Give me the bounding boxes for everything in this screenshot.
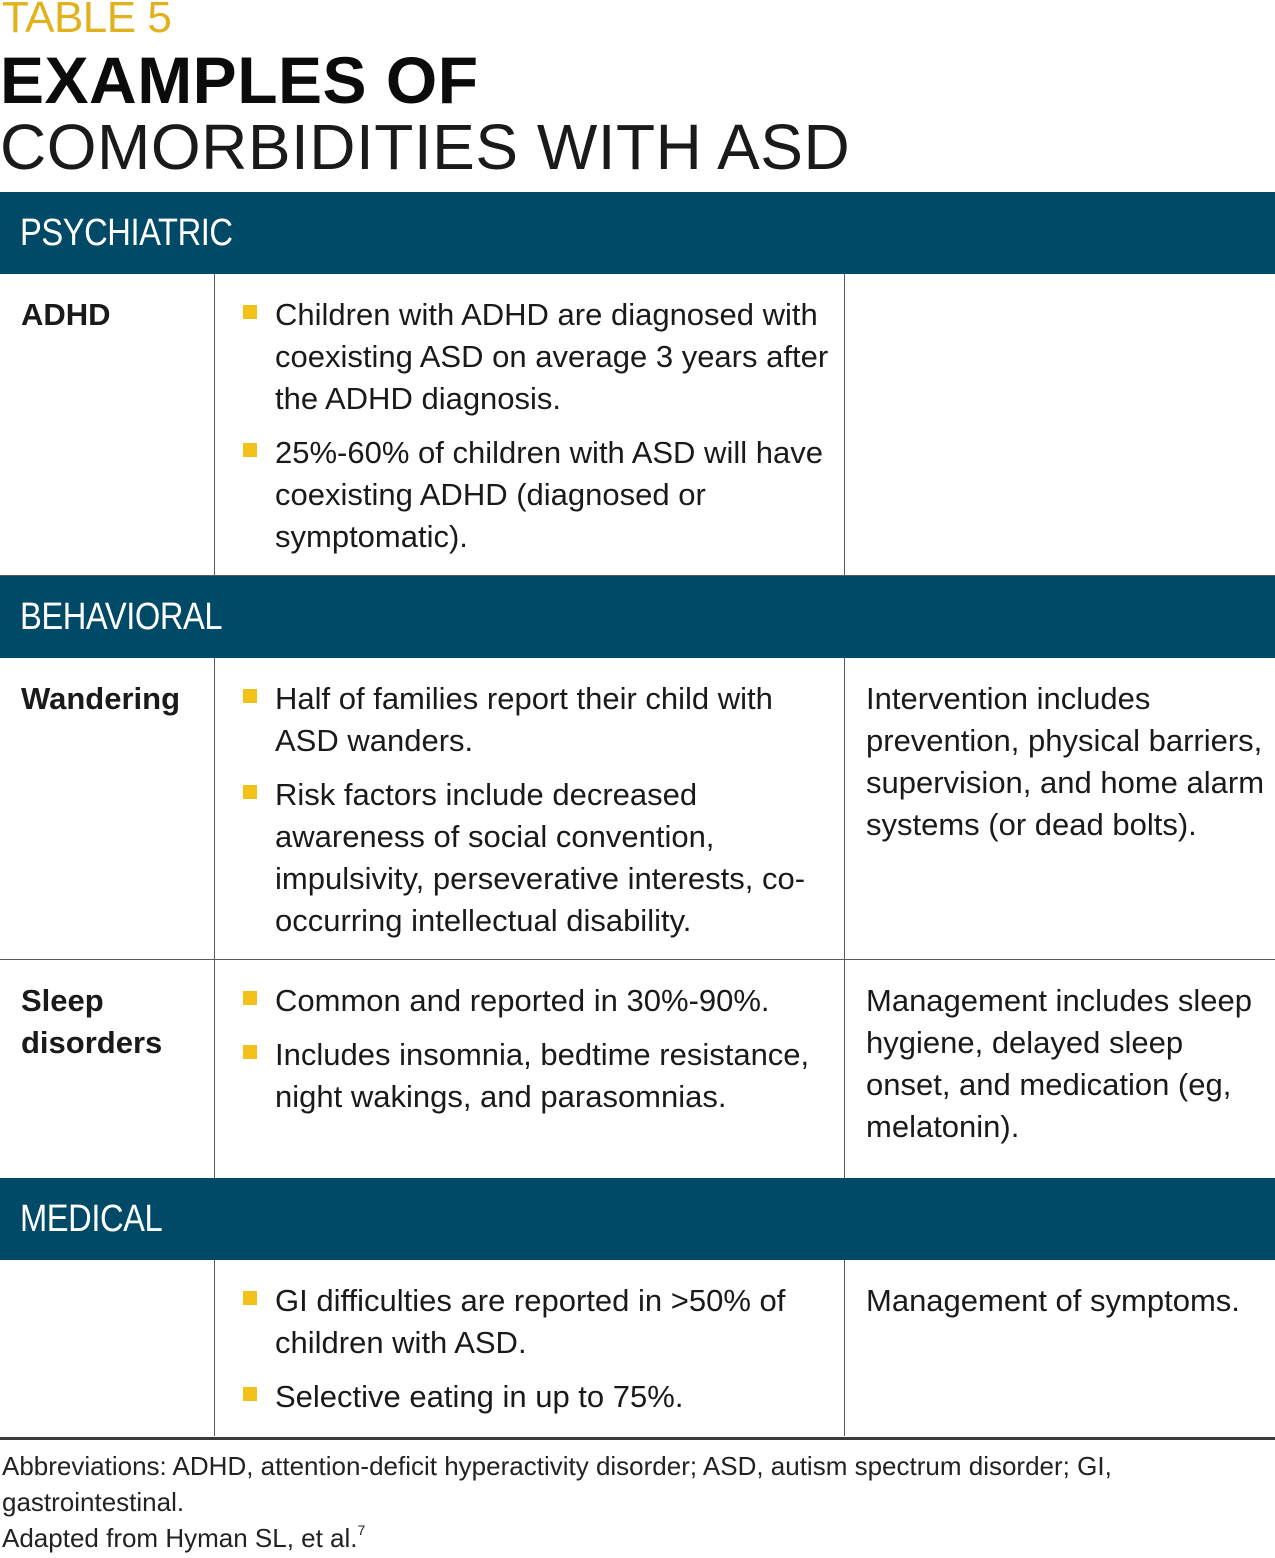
bullet-square-icon (243, 305, 257, 319)
section-header-medical (0, 1178, 1275, 1260)
table-title-line1: EXAMPLES OF (0, 43, 479, 117)
source-note (2, 1520, 1252, 1556)
condition-cell: Sleep disorders (0, 960, 215, 1178)
section-title: BEHAVIORAL (20, 595, 223, 638)
bullet-square-icon (243, 689, 257, 703)
bullet-text: Half of families report their child with ASD wanders. (275, 681, 773, 758)
details-cell (215, 960, 845, 1178)
table-footnote (2, 1448, 1252, 1556)
bullet-text: Common and reported in 30%-90%. (275, 983, 770, 1018)
bullet-square-icon (243, 1045, 257, 1059)
bullet-text: Risk factors include decreased awareness of social convention, impulsivity, perseverative interests, co-occurring intellectual disability. (275, 777, 806, 938)
table-row (0, 658, 1275, 960)
source-text: Adapted from Hyman SL, et al. (2, 1523, 358, 1553)
bullet-square-icon (243, 1291, 257, 1305)
note-cell (845, 274, 1275, 575)
bullet-text: Selective eating in up to 75%. (275, 1379, 684, 1414)
bullet-item (243, 774, 834, 942)
source-reference: 7 (357, 1522, 366, 1538)
section-header-behavioral (0, 576, 1275, 658)
bullet-square-icon (243, 443, 257, 457)
table-row (0, 960, 1275, 1178)
table-number: TABLE 5 (2, 0, 172, 42)
table-title-line2: COMORBIDITIES WITH ASD (0, 111, 851, 183)
bullet-text: Includes insomnia, bedtime resistance, night wakings, and parasomnias. (275, 1037, 810, 1114)
bullet-text: GI difficulties are reported in >50% of children with ASD. (275, 1283, 786, 1360)
section-title: MEDICAL (20, 1197, 163, 1240)
note-cell: Management of symptoms. (866, 1283, 1240, 1318)
bullet-item (243, 980, 834, 1022)
note-cell: Intervention includes prevention, physical barriers, supervision, and home alarm systems (or dead bolts). (866, 681, 1265, 842)
details-cell (215, 658, 845, 959)
note-cell: Management includes sleep hygiene, delayed sleep onset, and medication (eg, melatonin). (866, 983, 1253, 1144)
bullet-item (243, 432, 834, 558)
bullet-item (243, 678, 834, 762)
section-header-psychiatric (0, 192, 1275, 274)
condition-cell (0, 1260, 215, 1436)
bullet-text: 25%-60% of children with ASD will have coexisting ADHD (diagnosed or symptomatic). (275, 435, 823, 554)
condition-cell: ADHD (0, 274, 215, 575)
bullet-square-icon (243, 991, 257, 1005)
bullet-square-icon (243, 1387, 257, 1401)
abbreviations-note: Abbreviations: ADHD, attention-deficit hyperactivity disorder; ASD, autism spectrum disorder; GI, gastrointestinal. (2, 1451, 1112, 1517)
bullet-item (243, 1376, 834, 1418)
details-cell (215, 1260, 845, 1436)
comorbidities-table (0, 192, 1275, 1436)
bullet-square-icon (243, 785, 257, 799)
table-row (0, 1260, 1275, 1436)
details-cell (215, 274, 845, 575)
table-bottom-rule (0, 1437, 1275, 1440)
bullet-item (243, 294, 834, 420)
bullet-item (243, 1034, 834, 1118)
table-row (0, 274, 1275, 576)
condition-cell: Wandering (0, 658, 215, 959)
bullet-item (243, 1280, 834, 1364)
bullet-text: Children with ADHD are diagnosed with coexisting ASD on average 3 years after the ADHD diagnosis. (275, 297, 829, 416)
section-title: PSYCHIATRIC (20, 211, 233, 254)
